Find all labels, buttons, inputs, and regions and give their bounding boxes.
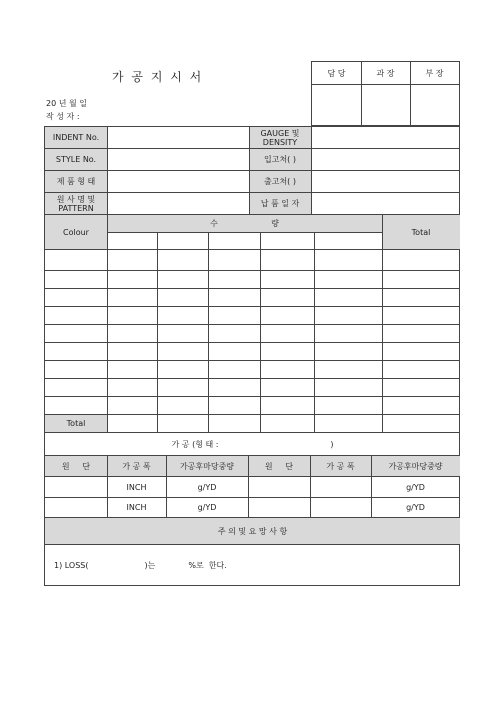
- proc-row-2-weight-unit: g/YD: [197, 503, 217, 512]
- proc-header-width-2: 가 공 폭: [326, 461, 355, 471]
- delivery-date-label: 납 품 일 자: [260, 199, 300, 208]
- proc-row-1-width-unit: INCH: [126, 482, 147, 492]
- outgoing-label: 출고처( ): [264, 177, 296, 186]
- author-label: 작 성 자 :: [46, 112, 80, 121]
- style-no-label: STYLE No.: [55, 155, 97, 164]
- notes-heading: 주 의 및 요 망 사 항: [217, 526, 288, 536]
- approval-staff-label: 담 당: [327, 68, 346, 78]
- gauge-density-label: GAUGE 및 DENSITY: [260, 128, 300, 147]
- quantity-header: 수 량: [210, 219, 279, 228]
- yarn-pattern-label: 원 사 명 및 PATTERN: [56, 194, 96, 213]
- document-title: 가 공 지 시 서: [112, 70, 204, 84]
- date-line: 20 년 월 일: [46, 99, 87, 108]
- notes-loss-line: 1) LOSS( )는 %로 한다.: [54, 561, 227, 570]
- colour-header: Colour: [63, 227, 89, 237]
- product-type-label: 제 품 형 태: [56, 177, 96, 186]
- proc-row-1-weight-unit: g/YD: [197, 482, 217, 492]
- approval-manager-label: 과 장: [376, 68, 395, 78]
- approval-box: [311, 61, 460, 126]
- proc-row-2-width-unit: INCH: [126, 503, 147, 512]
- proc-header-fabric-2: 원 단: [264, 461, 294, 471]
- proc-header-weight-2: 가공후마당중량: [388, 461, 443, 471]
- proc-row-1-weight-unit-2: g/YD: [406, 482, 425, 492]
- total-header: Total: [411, 227, 431, 237]
- total-row-label: Total: [66, 419, 86, 428]
- proc-header-weight-1: 가공후마당중량: [179, 461, 235, 471]
- approval-director-label: 부 장: [425, 68, 444, 78]
- proc-header-width-1: 가 공 폭: [122, 461, 151, 471]
- proc-header-fabric-1: 원 단: [61, 461, 91, 471]
- proc-row-2-weight-unit-2: g/YD: [406, 503, 425, 512]
- indent-no-label: INDENT No.: [52, 133, 100, 142]
- processing-type-line: 가 공 (형 태 : ): [171, 439, 334, 449]
- incoming-label: 입고처( ): [264, 155, 296, 164]
